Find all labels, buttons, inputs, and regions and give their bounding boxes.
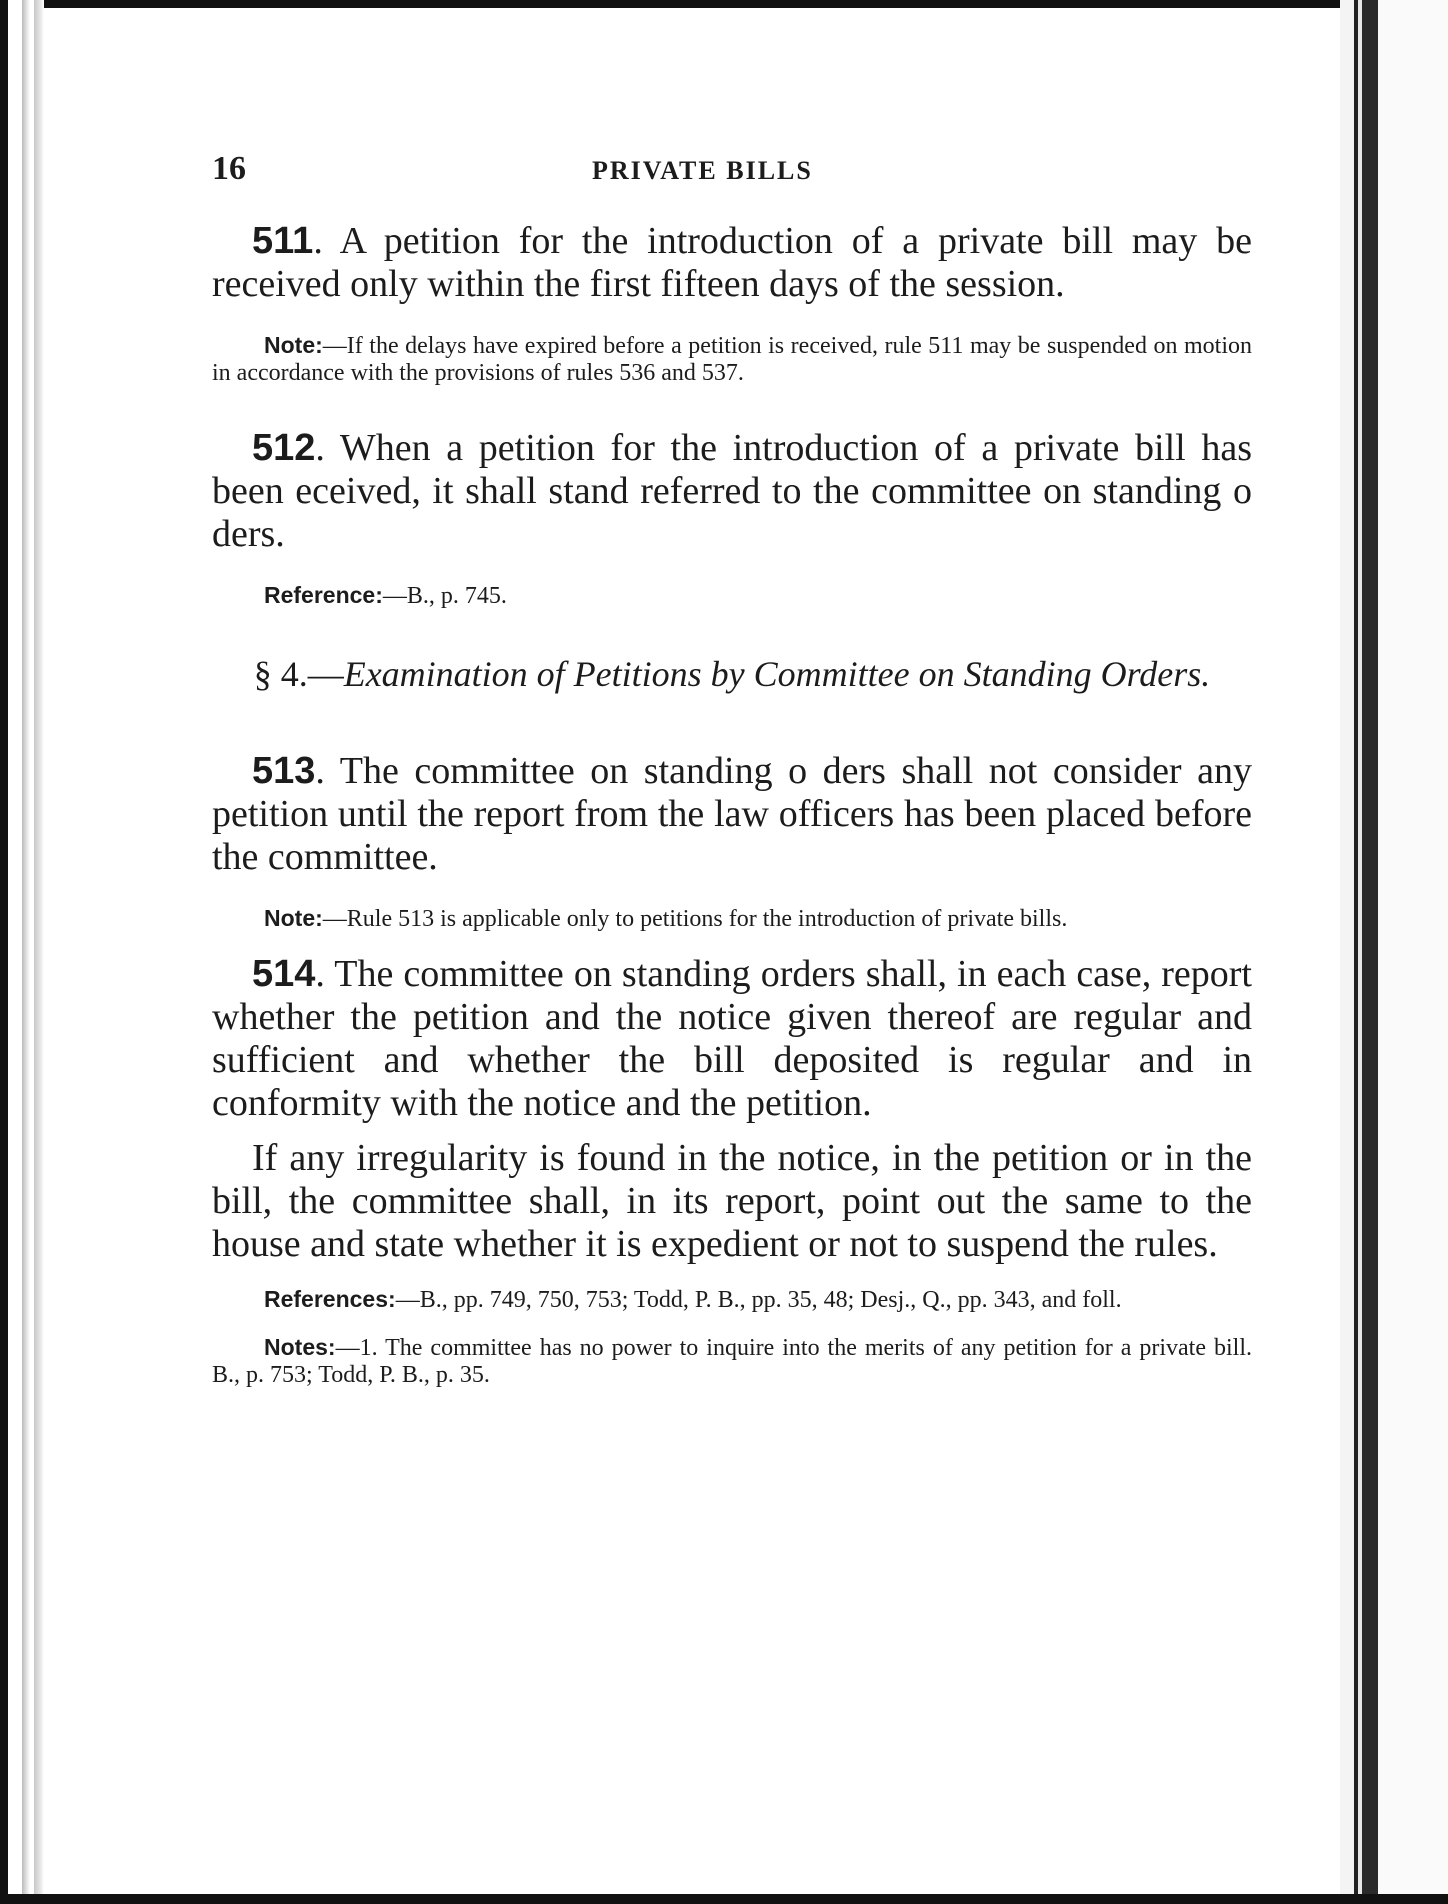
references-514 xyxy=(212,1286,1252,1314)
section-heading xyxy=(212,650,1252,698)
scan-border-top xyxy=(0,0,1448,8)
note-text: —Rule 513 is applicable only to petitions for the introduction of private bills. xyxy=(322,906,1068,932)
rule-number: 513 xyxy=(252,750,316,792)
reference-label: Reference: xyxy=(264,582,383,608)
page-gutter xyxy=(1340,0,1354,1904)
rule-text: When a petition for the introduction of a private bill has been eceived, it shall stand referred to the committee on standing o ders. xyxy=(212,427,1252,555)
note-label: Note: xyxy=(264,332,323,358)
note-513 xyxy=(212,905,1252,933)
reference-512 xyxy=(212,582,1252,610)
rule-512 xyxy=(212,427,1252,556)
section-symbol: § 4.— xyxy=(253,654,344,694)
scan-border-bottom xyxy=(0,1894,1448,1904)
scan-border-left xyxy=(0,0,44,1904)
section-title: Examination of Petitions by Committee on Standing Orders. xyxy=(343,654,1211,694)
notes-text: —1. The committee has no power to inquire into the merits of any petition for a private bill. B., p. 753; Todd, P. B., p. 35. xyxy=(212,1335,1252,1388)
running-head xyxy=(212,150,1252,190)
rule-514-second-paragraph: If any irregularity is found in the notice, in the petition or in the bill, the committee shall, in its report, point out the same to the house and state whether it is expedient or not to suspend the rules. xyxy=(212,1137,1252,1265)
rule-number-period: . xyxy=(315,953,335,995)
page-content xyxy=(212,150,1252,1429)
references-text: —B., pp. 749, 750, 753; Todd, P. B., pp. 35, 48; Desj., Q., pp. 343, and foll. xyxy=(395,1287,1122,1313)
running-title: PRIVATE BILLS xyxy=(592,156,813,185)
rule-text: A petition for the introduction of a private bill may be received only within the first fifteen days of the session. xyxy=(212,220,1252,305)
rule-514 xyxy=(212,953,1252,1125)
rule-513 xyxy=(212,750,1252,879)
rule-text: The committee on standing o ders shall not consider any petition until the report from the law officers has been placed before the committee. xyxy=(212,750,1252,878)
page-number: 16 xyxy=(212,150,246,187)
reference-text: —B., p. 745. xyxy=(382,583,507,609)
rule-511 xyxy=(212,220,1252,306)
notes-label: Notes: xyxy=(264,1334,336,1360)
rule-number-period: . xyxy=(315,750,340,792)
note-511 xyxy=(212,332,1252,387)
notes-514 xyxy=(212,1334,1252,1389)
note-label: Note: xyxy=(264,905,323,931)
rule-number: 511 xyxy=(252,220,314,262)
rule-number-period: . xyxy=(313,220,340,262)
rule-number-period: . xyxy=(315,427,340,469)
rule-number: 514 xyxy=(252,953,316,995)
references-label: References: xyxy=(264,1286,396,1312)
note-text: —If the delays have expired before a petition is received, rule 511 may be suspended on motion in accordance with the provisions of rules 536 and 537. xyxy=(212,333,1252,386)
scan-border-right xyxy=(1354,0,1448,1904)
rule-text: The committee on standing orders shall, in each case, report whether the petition and the notice given thereof are regular and sufficient and whether the bill deposited is regular and in conformity with the notice and the petition. xyxy=(212,953,1252,1124)
rule-number: 512 xyxy=(252,427,316,469)
